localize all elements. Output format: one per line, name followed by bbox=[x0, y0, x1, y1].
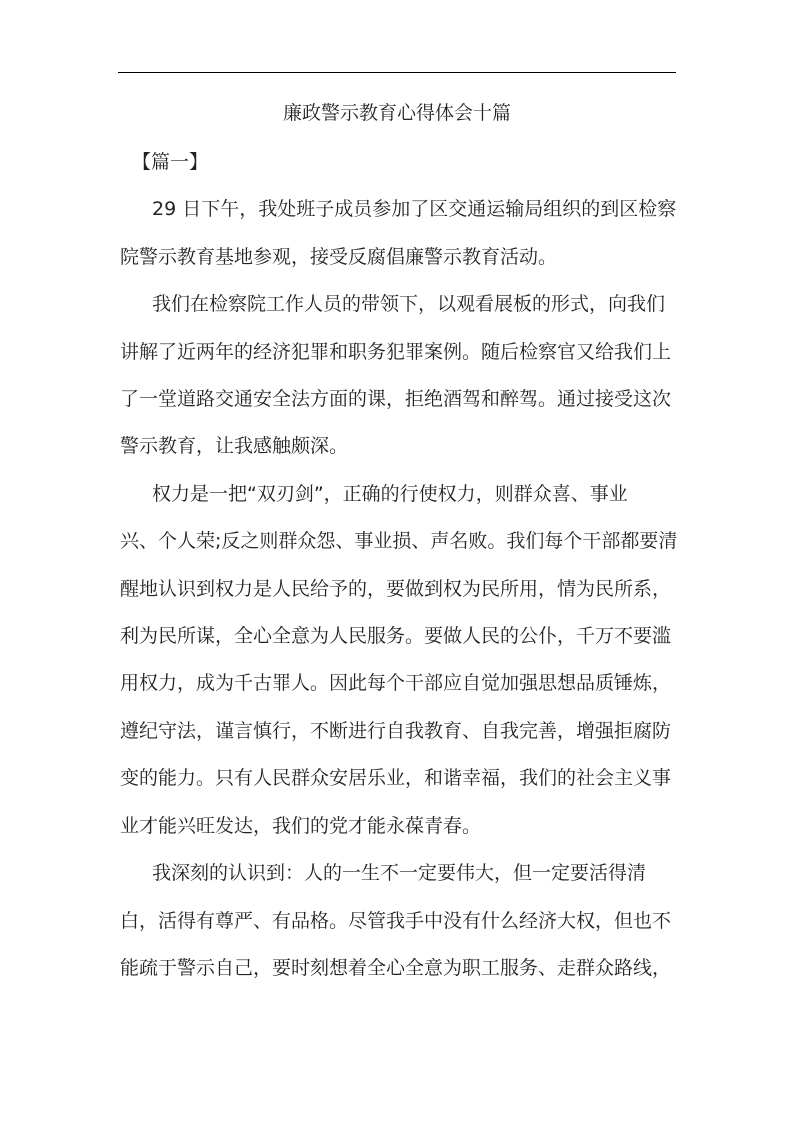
text-line: 讲解了近两年的经济犯罪和职务犯罪案例。随后检察官又给我们上 bbox=[120, 340, 672, 363]
text-line: 兴、个人荣;反之则群众怨、事业损、声名败。我们每个干部都要清 bbox=[120, 530, 678, 553]
text-line: 用权力，成为千古罪人。因此每个干部应自觉加强思想品质锤炼， bbox=[120, 672, 672, 695]
text-line: 29 日下午，我处班子成员参加了区交通运输局组织的到区检察 bbox=[152, 198, 677, 221]
text-line: 能疏于警示自己，要时刻想着全心全意为职工服务、走群众路线， bbox=[120, 956, 672, 979]
text-line: 遵纪守法，谨言慎行，不断进行自我教育、自我完善，增强拒腐防 bbox=[120, 719, 672, 742]
text-line: 我深刻的认识到：人的一生不一定要伟大，但一定要活得清 bbox=[152, 862, 647, 885]
text-line: 了一堂道路交通安全法方面的课，拒绝酒驾和醉驾。通过接受这次 bbox=[120, 388, 672, 411]
text-line: 权力是一把“双刃剑”，正确的行使权力，则群众喜、事业 bbox=[152, 482, 628, 505]
text-line: 利为民所谋，全心全意为人民服务。要做人民的公仆，千万不要滥 bbox=[120, 625, 672, 648]
header-rule bbox=[118, 72, 676, 73]
text-line: 我们在检察院工作人员的带领下，以观看展板的形式，向我们 bbox=[152, 293, 666, 316]
text-line: 警示教育，让我感触颇深。 bbox=[120, 435, 349, 458]
document-body bbox=[120, 139, 676, 992]
paragraph-lines bbox=[120, 186, 676, 992]
text-line: 变的能力。只有人民群众安居乐业，和谐幸福，我们的社会主义事 bbox=[120, 767, 672, 790]
text-line: 醒地认识到权力是人民给予的，要做到权为民所用，情为民所系， bbox=[120, 577, 672, 600]
section-heading: 【篇一】 bbox=[132, 151, 209, 173]
document-title: 廉政警示教育心得体会十篇 bbox=[282, 102, 511, 124]
text-line: 院警示教育基地参观，接受反腐倡廉警示教育活动。 bbox=[120, 245, 558, 268]
text-line: 白，活得有尊严、有品格。尽管我手中没有什么经济大权，但也不 bbox=[120, 909, 672, 932]
text-line: 业才能兴旺发达，我们的党才能永葆青春。 bbox=[120, 814, 482, 837]
